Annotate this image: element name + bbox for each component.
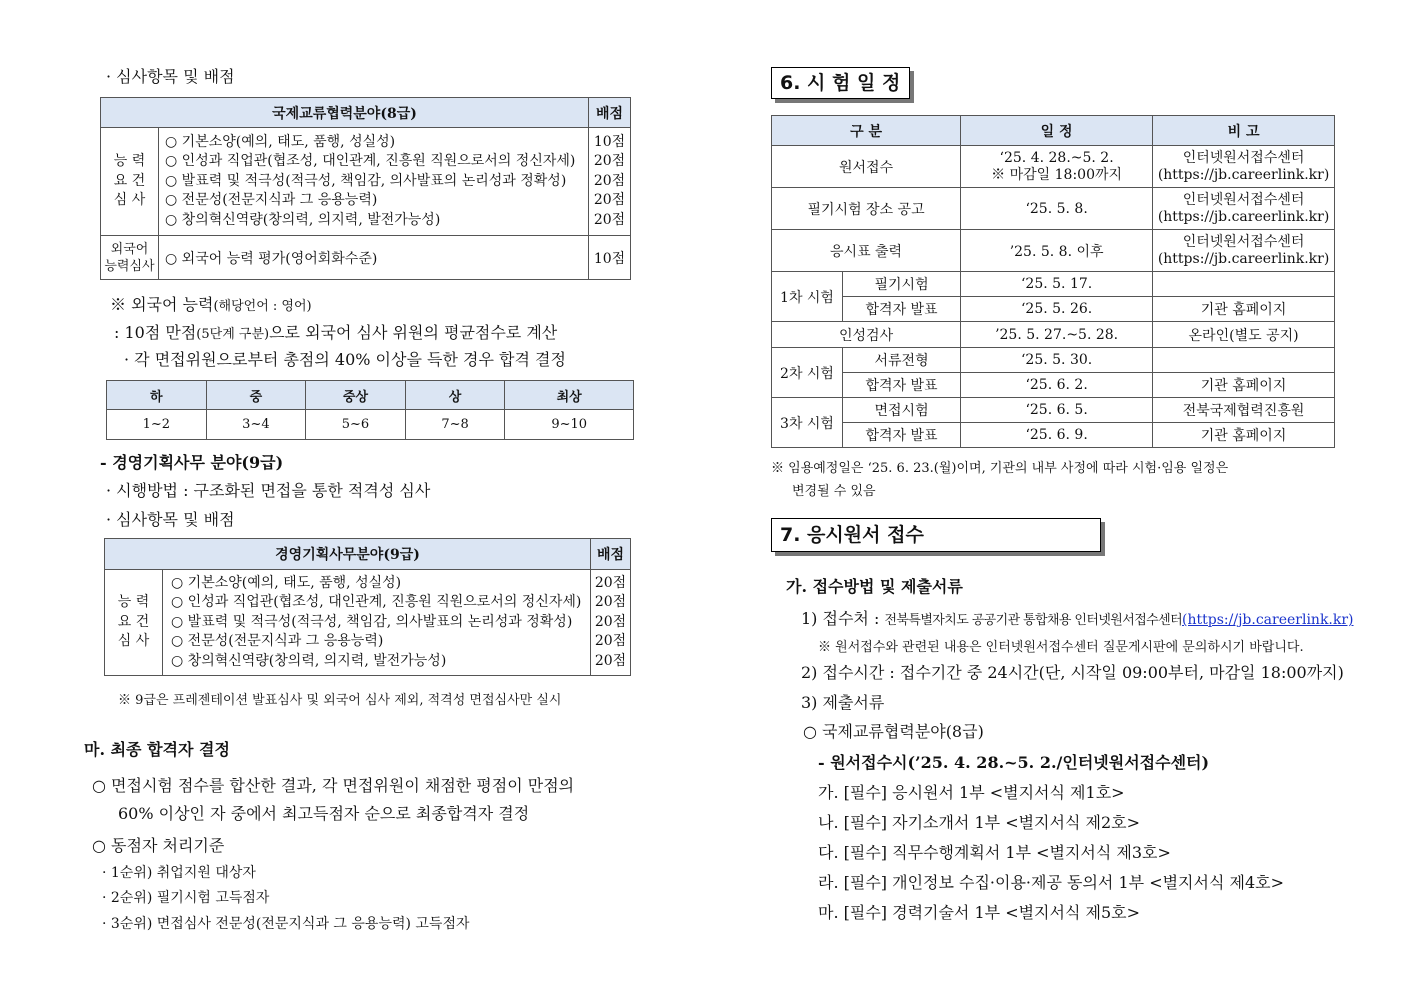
sched-note: 온라인(별도 공지) [1153,322,1335,348]
doc-item: 가. [필수] 응시원서 1부 <별지서식 제1호> [818,783,1125,802]
sched-date: ‘25. 6. 5. [961,398,1153,423]
grade-table [106,380,634,440]
doc-item: 다. [필수] 직무수행계획서 1부 <별지서식 제3호> [818,843,1171,862]
sched-date: ‘25. 5. 8. [961,188,1153,230]
sched-date: ’25. 5. 8. 이후 [961,230,1153,272]
section7-title: 7. 응시원서 접수 [771,518,1101,552]
doc-item: 라. [필수] 개인정보 수집·이용·제공 동의서 1부 <별지서식 제4호> [818,873,1285,892]
lang-note: ※ 외국어 능력(해당언어 : 영어) [110,295,312,314]
sched-date: ‘25. 5. 30. [961,348,1153,373]
table2-scores: 20점 20점 20점 20점 20점 [591,570,631,676]
sched-sub: 필기시험 [843,272,961,297]
final-line2: 60% 이상인 자 중에서 최고득점자 순으로 최종합격자 결정 [118,804,530,823]
sched-sub: 합격자 발표 [843,423,961,448]
grade-header: 중 [206,381,306,410]
final-line1: ○ 면접시험 점수를 합산한 결과, 각 면접위원이 채점한 평점이 만점의 [92,776,575,795]
sched-group-label: 1차 시험 [772,272,843,322]
final-title: 마. 최종 합격자 결정 [84,740,230,759]
sched-sub: 서류전형 [843,348,961,373]
eval-items-label-2: · 심사항목 및 배점 [106,510,235,529]
grade-value: 1~2 [107,410,207,440]
sched-note: 기관 홈페이지 [1153,423,1335,448]
table1-row1-scores: 10점 20점 20점 20점 20점 [589,128,631,236]
item3: 3) 제출서류 [801,693,885,712]
item2: 2) 접수시간 : 접수기간 중 24시간(단, 시작일 09:00부터, 마감일 18:00까지) [801,663,1344,682]
schedule-header: 구 분 [772,116,961,146]
section6-title: 6. 시 험 일 정 [771,67,910,99]
sched-label: 인성검사 [772,322,961,348]
table2-row-label: 능 력 요 건 심 사 [105,570,163,676]
schedule-note-2: 변경될 수 있음 [792,484,876,499]
sched-sub: 합격자 발표 [843,297,961,322]
grade-header: 하 [107,381,207,410]
schedule-table [771,115,1335,448]
sched-sub: 면접시험 [843,398,961,423]
sub-a-title: 가. 접수방법 및 제출서류 [786,577,963,596]
table1-row1-label: 능 력 요 건 심 사 [101,128,159,236]
note-9grade: ※ 9급은 프레젠테이션 발표심사 및 외국어 심사 제외, 적격성 면접심사만 실시 [118,693,562,708]
table1-row2-score: 10점 [589,236,631,280]
grade-header: 상 [405,381,505,410]
sched-date: ‘25. 6. 9. [961,423,1153,448]
table2-items: ○ 기본소양(예의, 태도, 품행, 성실성) ○ 인성과 직업관(협조성, 대인관계, 진흥원 직원으로서의 정신자세) ○ 발표력 및 적극성(적극성, 책임감, 의사발표의 논리성과 정확성) ○ 전문성(전문지식과 그 응용능력) ○ 창의혁신역량(창의력, 의지력, 발전가능성) [163,570,591,676]
table1-row2-label: 외국어 능력심사 [101,236,159,280]
sched-note: 기관 홈페이지 [1153,373,1335,398]
sched-date: ’25. 5. 27.~5. 28. [961,322,1153,348]
sched-note [1153,348,1335,373]
table1-row1-items: ○ 기본소양(예의, 태도, 품행, 성실성) ○ 인성과 직업관(협조성, 대인관계, 진흥원 직원으로서의 정신자세) ○ 발표력 및 적극성(적극성, 책임감, 의사발표의 논리성과 정확성) ○ 전문성(전문지식과 그 응용능력) ○ 창의혁신역량(창의력, 의지력, 발전가능성) [159,128,589,236]
table1-row2-item: ○ 외국어 능력 평가(영어회화수준) [159,236,589,280]
sched-note: 전북국제협력진흥원 [1153,398,1335,423]
grade-value: 5~6 [306,410,406,440]
careerlink-link[interactable]: (https://jb.careerlink.kr) [1182,612,1354,628]
grade-value: 3~4 [206,410,306,440]
sched-note [1153,272,1335,297]
doc-item: 나. [필수] 자기소개서 1부 <별지서식 제2호> [818,813,1141,832]
apply-when: - 원서접수시(’25. 4. 28.~5. 2./인터넷원서접수센터) [818,753,1210,772]
sched-group-label: 3차 시험 [772,398,843,448]
table1-score-header: 배점 [589,98,631,128]
sched-label: 필기시험 장소 공고 [772,188,961,230]
sched-note: 인터넷원서접수센터 (https://jb.careerlink.kr) [1153,230,1335,272]
sched-sub: 합격자 발표 [843,373,961,398]
sched-date: ‘25. 6. 2. [961,373,1153,398]
tie-title: ○ 동점자 처리기준 [92,836,225,855]
schedule-header: 비 고 [1153,116,1335,146]
mgmt-title: - 경영기획사무 분야(9급) [100,453,284,472]
sched-note: 인터넷원서접수센터 (https://jb.careerlink.kr) [1153,146,1335,188]
table1-header: 국제교류협력분야(8급) [101,98,589,128]
sched-note: 인터넷원서접수센터 (https://jb.careerlink.kr) [1153,188,1335,230]
grade-header: 최상 [505,381,634,410]
eval-items-label: · 심사항목 및 배점 [106,67,235,86]
field-title: ○ 국제교류협력분야(8급) [803,722,984,741]
sched-date: ‘25. 4. 28.~5. 2. ※ 마감일 18:00까지 [961,146,1153,188]
tie-item: · 2순위) 필기시험 고득점자 [102,890,270,906]
grade-value: 9~10 [505,410,634,440]
schedule-note: ※ 임용예정일은 ‘25. 6. 23.(월)이며, 기관의 내부 사정에 따라 시험·임용 일정은 [771,461,1229,476]
schedule-header: 일 정 [961,116,1153,146]
tie-item: · 1순위) 취업지원 대상자 [102,865,256,881]
item1-note: ※ 원서접수와 관련된 내용은 인터넷원서접수센터 질문게시판에 문의하시기 바랍니다. [818,640,1304,655]
doc-item: 마. [필수] 경력기술서 1부 <별지서식 제5호> [818,903,1141,922]
sched-group-label: 2차 시험 [772,348,843,398]
item1: 1) 접수처 : 전북특별자치도 공공기관 통합채용 인터넷원서접수센터(https://jb.careerlink.kr) [801,609,1354,628]
lang-note-line3: · 각 면접위원으로부터 총점의 40% 이상을 득한 경우 합격 결정 [124,350,566,369]
sched-label: 응시표 출력 [772,230,961,272]
international-score-table [100,97,631,280]
lang-note-line2: : 10점 만점(5단계 구분)으로 외국어 심사 위원의 평균점수로 계산 [114,323,558,342]
grade-header: 중상 [306,381,406,410]
tie-item: · 3순위) 면접심사 전문성(전문지식과 그 응용능력) 고득점자 [102,916,470,932]
sched-date: ‘25. 5. 26. [961,297,1153,322]
table2-score-header: 배점 [591,539,631,570]
mgmt-method: · 시행방법 : 구조화된 면접을 통한 적격성 심사 [106,481,431,500]
sched-note: 기관 홈페이지 [1153,297,1335,322]
grade-value: 7~8 [405,410,505,440]
sched-date: ‘25. 5. 17. [961,272,1153,297]
sched-label: 원서접수 [772,146,961,188]
mgmt-score-table [104,538,631,676]
table2-header: 경영기획사무분야(9급) [105,539,591,570]
